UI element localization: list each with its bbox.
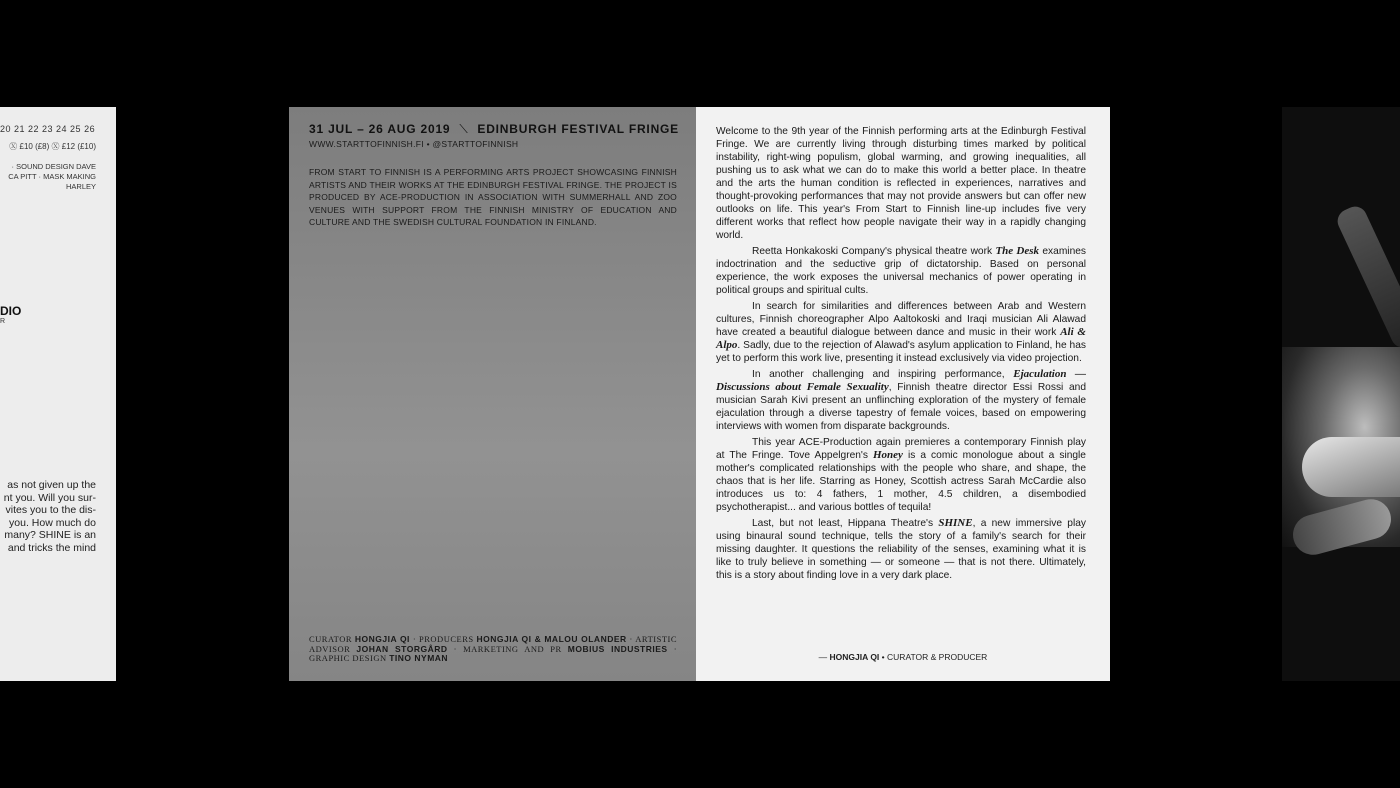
- paragraph: In another challenging and inspiring performance, Ejaculation — Discussions about Female Sexuality, Finnish theatre director Essi Rossi and musician Sarah Kivi present an unflinching exploration of the mystery of female ejaculation through a diverse tapestry of female voices, based on empowering interviews with women from disparate backgrounds.: [716, 368, 1086, 432]
- work-title: Ali & Alpo: [716, 326, 1086, 351]
- credit-name: MOBIUS INDUSTRIES: [567, 643, 668, 654]
- intro-paragraph: FROM START TO FINNISH IS A PERFORMING ARTS PROJECT SHOWCASING FINNISH ARTISTS AND THEIR WORKS AT THE EDINBURGH FESTIVAL FRINGE. THE PROJECT IS PRODUCED BY ACE-PRODUCTION IN ASSOCIATION WITH SUMMERHALL AND ZOO VENUES WITH SUPPORT FROM THE FINNISH MINISTRY OF EDUCATION AND CULTURE AND THE SWEDISH CULTURAL FOUNDATION IN FINLAND.: [309, 167, 677, 227]
- show-subtitle: R: [0, 318, 6, 325]
- arrow-icon: ⟍: [459, 122, 469, 136]
- festival-header: [309, 122, 679, 137]
- paragraph: Last, but not least, Hippana Theatre's SHINE, a new immersive play using binaural sound technique, tells the story of a family's search for their missing daughter. It questions the reliability of the senses, examining what it is like to truly believe in something — or someone — that is not there. Ultimately, this is a story about finding love in a very dark place.: [716, 517, 1086, 581]
- credit-name: JOHAN STORGÅRD: [356, 643, 448, 654]
- performance-dates: 20 21 22 23 24 25 26: [0, 124, 96, 134]
- white-page: [696, 107, 1110, 681]
- gray-page: [289, 107, 696, 681]
- credit-name: HONGJIA QI & MALOU OLANDER: [476, 634, 627, 644]
- left-credits: [0, 162, 96, 192]
- credit-label: · MARKETING AND PR: [453, 643, 562, 654]
- photo-dress-shape: [1302, 437, 1400, 497]
- work-title: Ejaculation — Discussions about Female Sexuality: [716, 368, 1086, 393]
- show-description: as not given up the nt you. Will you sur- vites you to the dis- you. How much do many? SHINE is an and tricks the mind: [3, 479, 96, 554]
- credits-line: · SOUND DESIGN DAVE: [11, 162, 96, 171]
- left-partial-page: [0, 107, 116, 681]
- ticket-prices: Ⓧ £10 (£8) Ⓧ £12 (£10): [9, 142, 96, 151]
- paragraph: This year ACE-Production again premieres a contemporary Finnish play at The Fringe. Tove Appelgren's Honey is a comic monologue about a single mother's complicated relationships with the people who share, and shape, the chaos that is her life. Starring as Honey, Scottish actress Sarah McCardie also introduces us to: 4 fathers, 1 mother, 4.5 children, a disembodied psychotherapist... and various bottles of tequila!: [716, 437, 1086, 513]
- work-title: SHINE: [938, 517, 973, 529]
- work-title: The Desk: [995, 245, 1040, 257]
- credit-label: · PRODUCERS: [412, 634, 474, 644]
- website-link: WWW.STARTTOFINNISH.FI • @STARTTOFINNISH: [309, 139, 519, 149]
- work-title: Honey: [872, 449, 903, 461]
- credit-name: HONGJIA QI: [354, 634, 410, 644]
- photo-arm-shape: [1334, 203, 1400, 352]
- production-credits: [309, 635, 677, 664]
- signature-role: CURATOR & PRODUCER: [887, 652, 988, 662]
- festival-dates: 31 JUL – 26 AUG 2019: [309, 122, 451, 136]
- paragraph: Reetta Honkakoski Company's physical theatre work The Desk examines indoctrination and the seductive grip of dictatorship. Based on personal experience, the work exposes the universal mechanics of power operating in political groups and spiritual cults.: [716, 245, 1086, 296]
- credits-line: HARLEY: [65, 182, 96, 191]
- credit-label: CURATOR: [309, 634, 353, 644]
- welcome-text: [716, 125, 1086, 585]
- festival-title: EDINBURGH FESTIVAL FRINGE: [477, 122, 679, 136]
- performer-photo: [1282, 107, 1400, 681]
- paragraph: Welcome to the 9th year of the Finnish performing arts at the Edinburgh Festival Fringe. We are currently living through disturbing times marked by political instability, right-wing populism, global warming, and growing inequalities, all pushing us to ask what we can do to make this world a better place. In theatre and the arts the human condition is reflected in experiences, narratives and thought-provoking performances that may not provide answers but can offer new outlooks on life. This year's From Start to Finnish line-up includes five very different works that reflect how people navigate their way in a rapidly changing world.: [716, 126, 1086, 241]
- signature-name: HONGJIA QI: [829, 652, 880, 662]
- brochure-spread: [289, 107, 1110, 681]
- signature: — HONGJIA QI • CURATOR & PRODUCER: [818, 652, 988, 662]
- credit-name: TINO NYMAN: [389, 653, 449, 663]
- paragraph: In search for similarities and differences between Arab and Western cultures, Finnish choreographer Alpo Aaltokoski and Iraqi musician Ali Alawad have created a beautiful dialogue between dance and music in their work Ali & Alpo. Sadly, due to the rejection of Alawad's asylum application to Finland, he has yet to perform this work live, presenting it instead exclusively via video projection.: [716, 301, 1086, 364]
- credit-label: · ARTISTIC ADVISOR: [309, 634, 678, 654]
- credit-label: · GRAPHIC DESIGN: [309, 643, 678, 663]
- show-title: DIO: [0, 304, 22, 318]
- credits-line: CA PITT · MASK MAKING: [8, 172, 96, 181]
